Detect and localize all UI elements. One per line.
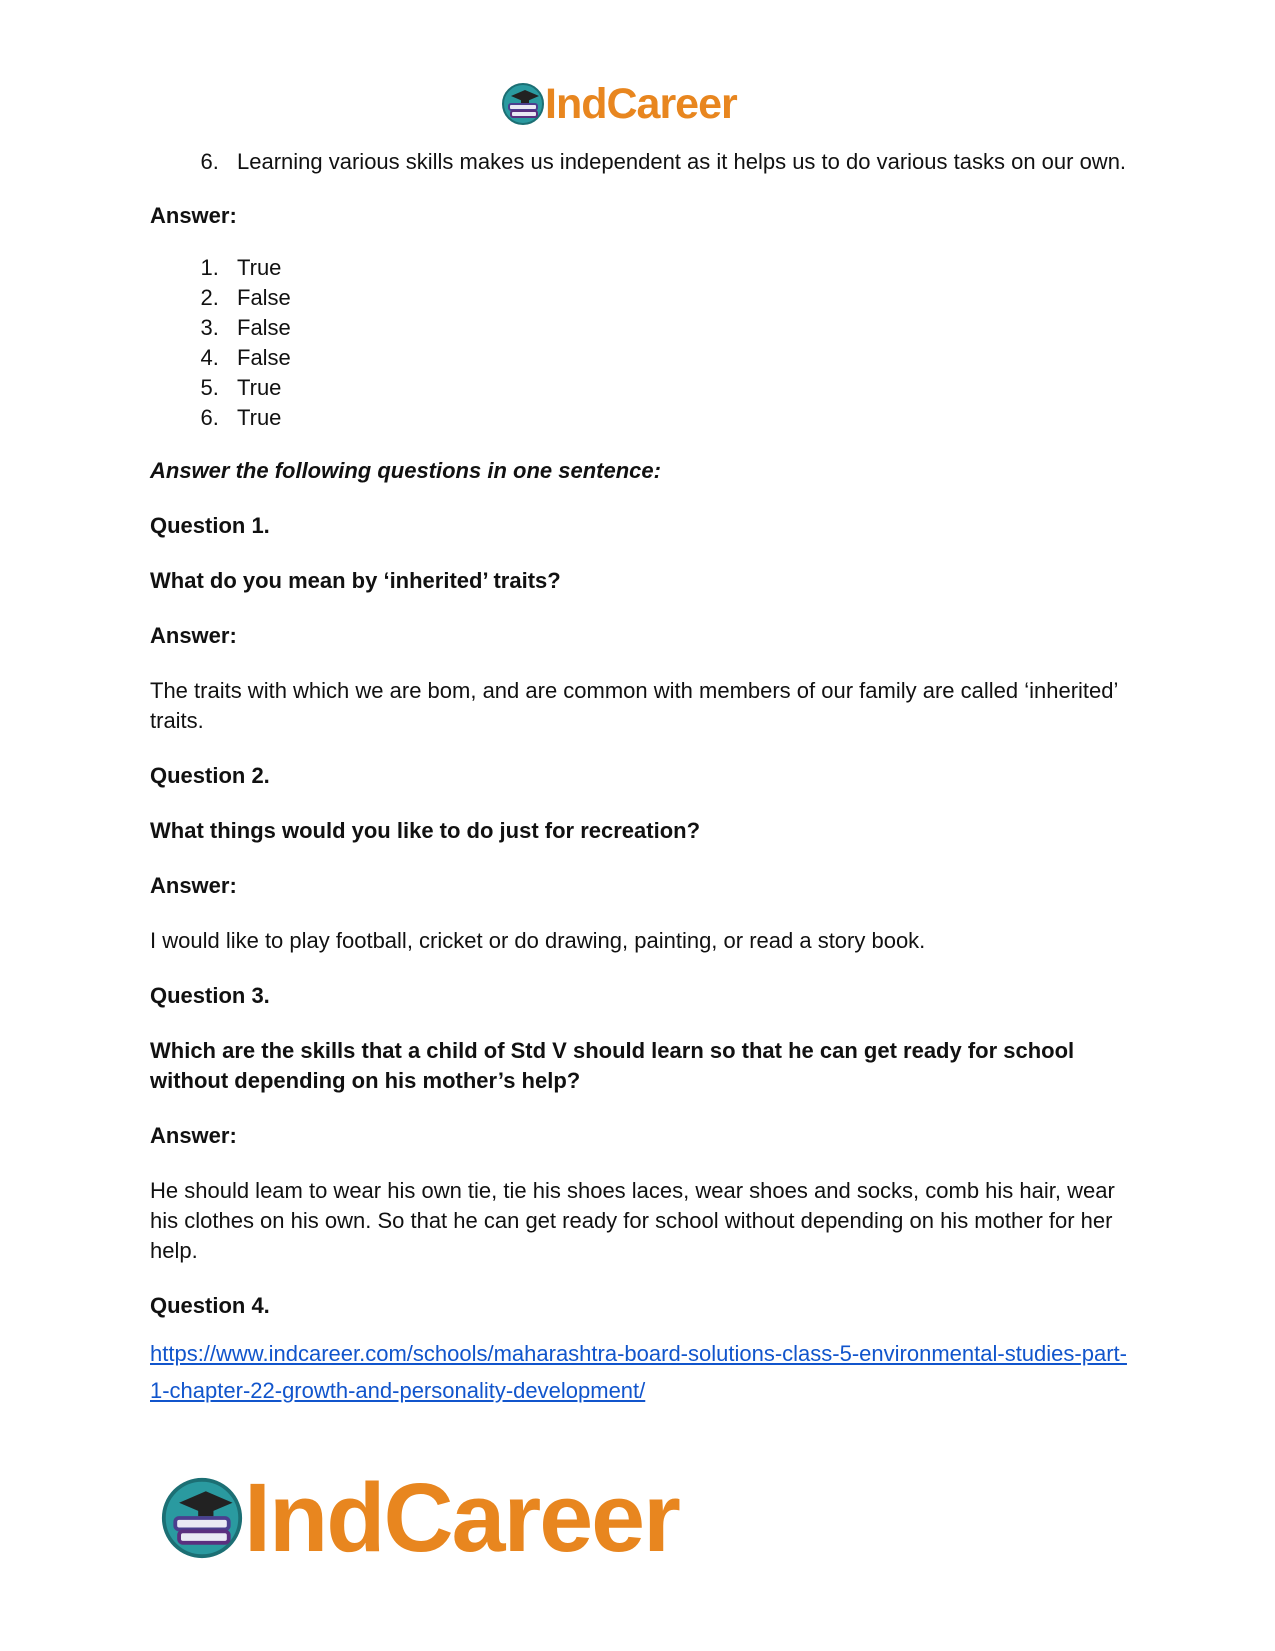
document-body [150, 147, 1130, 1409]
brand-logo-header [501, 80, 737, 128]
brand-logo-footer [160, 1463, 679, 1572]
question-1-text: What do you mean by ‘inherited’ traits? [150, 568, 561, 593]
question-3-label: Question 3. [150, 983, 270, 1008]
question-4-label: Question 4. [150, 1293, 270, 1318]
question-1-answer-label: Answer: [150, 623, 237, 648]
question-1-answer: The traits with which we are bom, and are common with members of our family are called ‘inherited’ traits. [150, 678, 1118, 733]
true-false-answer-list [150, 253, 1130, 433]
question-2-text: What things would you like to do just for recreation? [150, 818, 701, 843]
question-3-text: Which are the skills that a child of Std V should learn so that he can get ready for school without depending on his mother’s help? [150, 1038, 1075, 1093]
answer-item-1: 1. True [225, 253, 1130, 283]
answer-item-4: 4. False [225, 343, 1130, 373]
brand-name-footer: IndCareer [244, 1463, 679, 1572]
question-3-answer-label: Answer: [150, 1123, 237, 1148]
answer-item-3: 3. False [225, 313, 1130, 343]
question-2-answer-label: Answer: [150, 873, 237, 898]
graduation-books-icon [501, 82, 545, 126]
question-3-answer: He should leam to wear his own tie, tie his shoes laces, wear shoes and socks, comb his hair, wear his clothes on his own. So that he can get ready for school without depending on his mother for her help. [150, 1178, 1115, 1263]
answer-item-6: 6. True [225, 403, 1130, 433]
answer-label: Answer: [150, 203, 237, 228]
brand-name: IndCareer [545, 80, 737, 128]
answer-item-5: 5. True [225, 373, 1130, 403]
statement-list-continued [150, 147, 1130, 177]
section-heading: Answer the following questions in one sentence: [150, 458, 661, 483]
source-url-link[interactable]: https://www.indcareer.com/schools/maharashtra-board-solutions-class-5-environmental-studies-part-1-chapter-22-growth-and-personality-development/ [150, 1341, 1127, 1403]
question-2-answer: I would like to play football, cricket or do drawing, painting, or read a story book. [150, 928, 926, 953]
question-2-label: Question 2. [150, 763, 270, 788]
question-1-label: Question 1. [150, 513, 270, 538]
graduation-books-icon [160, 1476, 244, 1560]
answer-item-2: 2. False [225, 283, 1130, 313]
statement-6: 6. Learning various skills makes us independent as it helps us to do various tasks on our own. [225, 147, 1130, 177]
